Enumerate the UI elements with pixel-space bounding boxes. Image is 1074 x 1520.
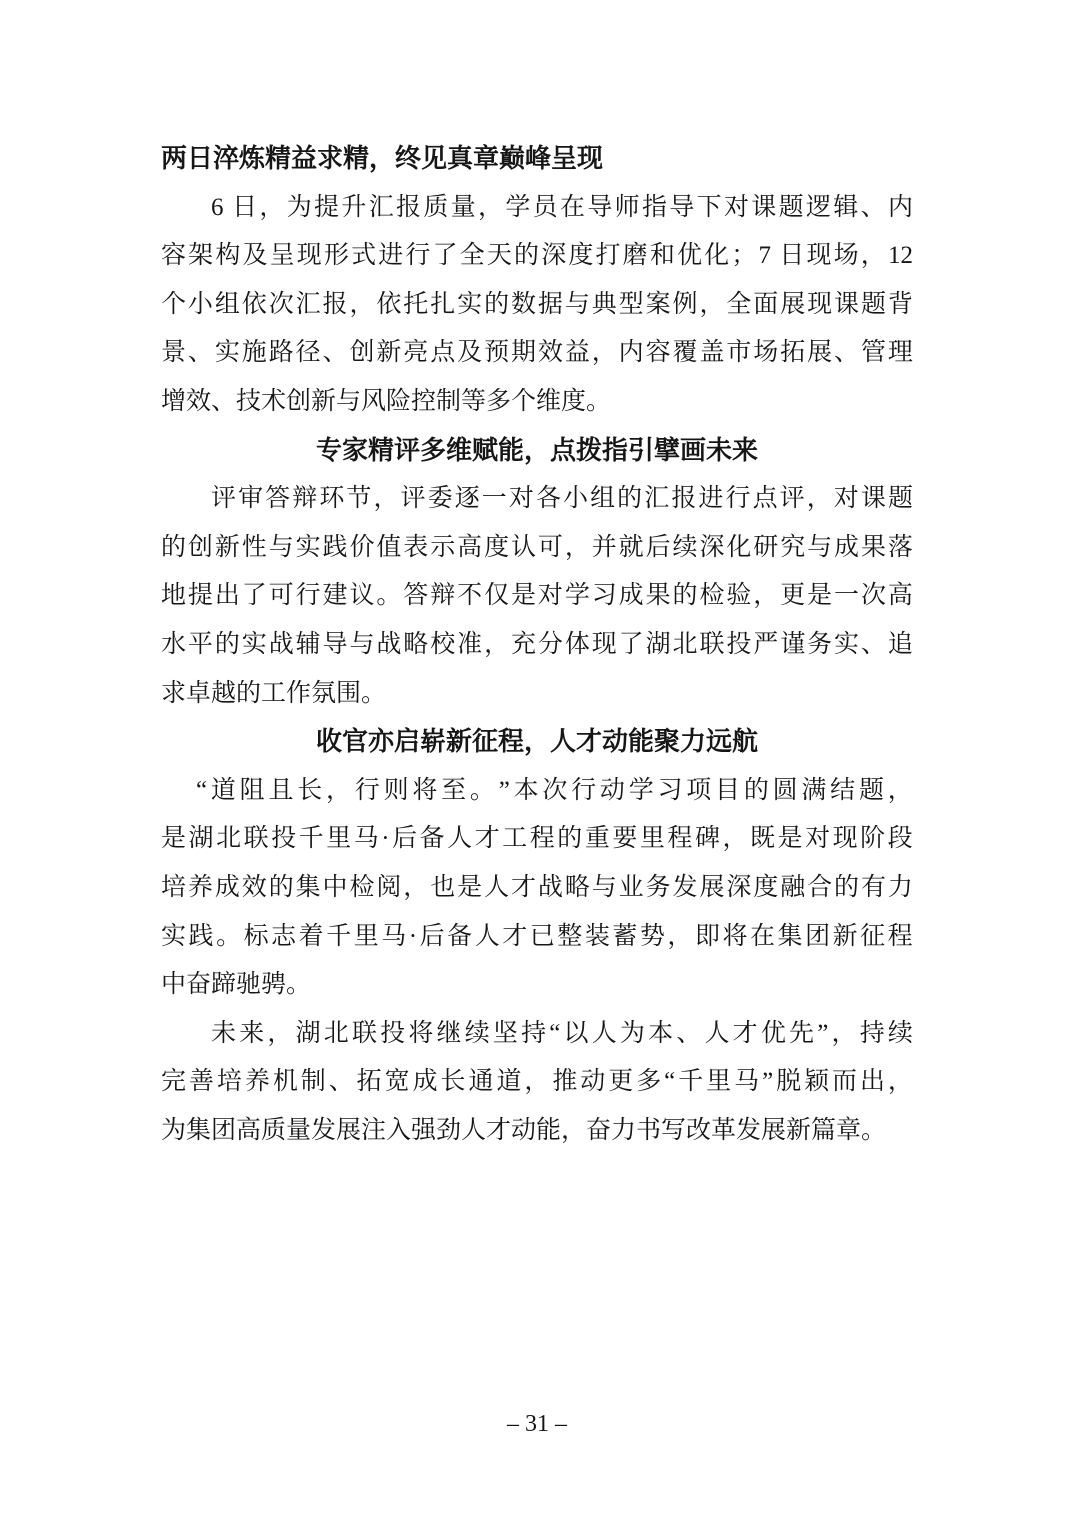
text-line: 完 善 培 养 机 制 、 拓 宽 成 长 通 道 ， 推 动 更 多 “ 千 里 马 ” 脱 颖 而 出 ， bbox=[161, 1068, 913, 1096]
text-line: 个 小 组 依 次 汇 报 ， 依 托 扎 实 的 数 据 与 典 型 案 例 ， 全 面 展 现 课 题 背 bbox=[161, 290, 913, 318]
text-line: 景 、 实 施 路 径 、 创 新 亮 点 及 预 期 效 益 ， 内 容 覆 盖 市 场 拓 展 、 管 理 bbox=[161, 339, 913, 367]
document-text-block bbox=[161, 135, 913, 1155]
page-number: – 31 – bbox=[507, 1411, 567, 1437]
text-line: 实 践 。 标 志 着 千 里 马 · 后 备 人 才 已 整 装 蓄 势 ， 即 将 在 集 团 新 征 程 bbox=[161, 922, 913, 950]
text-line: 是 湖 北 联 投 千 里 马 · 后 备 人 才 工 程 的 重 要 里 程 碑 ， 既 是 对 现 阶 段 bbox=[161, 825, 913, 853]
section-heading: 两日淬炼精益求精，终见真章巅峰呈现 bbox=[161, 144, 604, 173]
text-line: 水 平 的 实 战 辅 导 与 战 略 校 准 ， 充 分 体 现 了 湖 北 联 投 严 谨 务 实 、 追 bbox=[161, 630, 913, 658]
text-line: 的 创 新 性 与 实 践 价 值 表 示 高 度 认 可 ， 并 就 后 续 深 化 研 究 与 成 果 落 bbox=[161, 533, 913, 561]
text-line: 中奋蹄驰骋。 bbox=[161, 971, 312, 999]
text-line: 增效、技术创新与风险控制等多个维度。 bbox=[161, 387, 612, 415]
text-line: 6 日 ， 为 提 升 汇 报 质 量 ， 学 员 在 导 师 指 导 下 对 课 题 逻 辑 、 内 bbox=[211, 193, 913, 221]
text-line: 培 养 成 效 的 集 中 检 阅 ， 也 是 人 才 战 略 与 业 务 发 展 深 度 融 合 的 有 力 bbox=[161, 873, 913, 901]
text-line: 未 来 ， 湖 北 联 投 将 继 续 坚 持 “ 以 人 为 本 、 人 才 优 先 ” ， 持 续 bbox=[211, 1019, 913, 1047]
text-line: 求卓越的工作氛围。 bbox=[161, 679, 387, 707]
section-heading: 专家精评多维赋能，点拨指引擘画未来 bbox=[315, 435, 758, 465]
text-line: “ 道 阻 且 长 ， 行 则 将 至 。 ” 本 次 行 动 学 习 项 目 的 圆 满 结 题 ， bbox=[196, 776, 913, 804]
text-line: 评 审 答 辩 环 节 ， 评 委 逐 一 对 各 小 组 的 汇 报 进 行 点 评 ， 对 课 题 bbox=[211, 485, 913, 513]
text-line: 容 架 构 及 呈 现 形 式 进 行 了 全 天 的 深 度 打 磨 和 优 化 ； 7 日 现 场 ， 12 bbox=[161, 242, 913, 270]
text-line: 地 提 出 了 可 行 建 议 。 答 辩 不 仅 是 对 学 习 成 果 的 检 验 ， 更 是 一 次 高 bbox=[161, 582, 913, 610]
text-line: 为集团高质量发展注入强劲人才动能，奋力书写改革发展新篇章。 bbox=[161, 1116, 887, 1144]
section-heading: 收官亦启崭新征程，人才动能聚力远航 bbox=[315, 727, 758, 757]
